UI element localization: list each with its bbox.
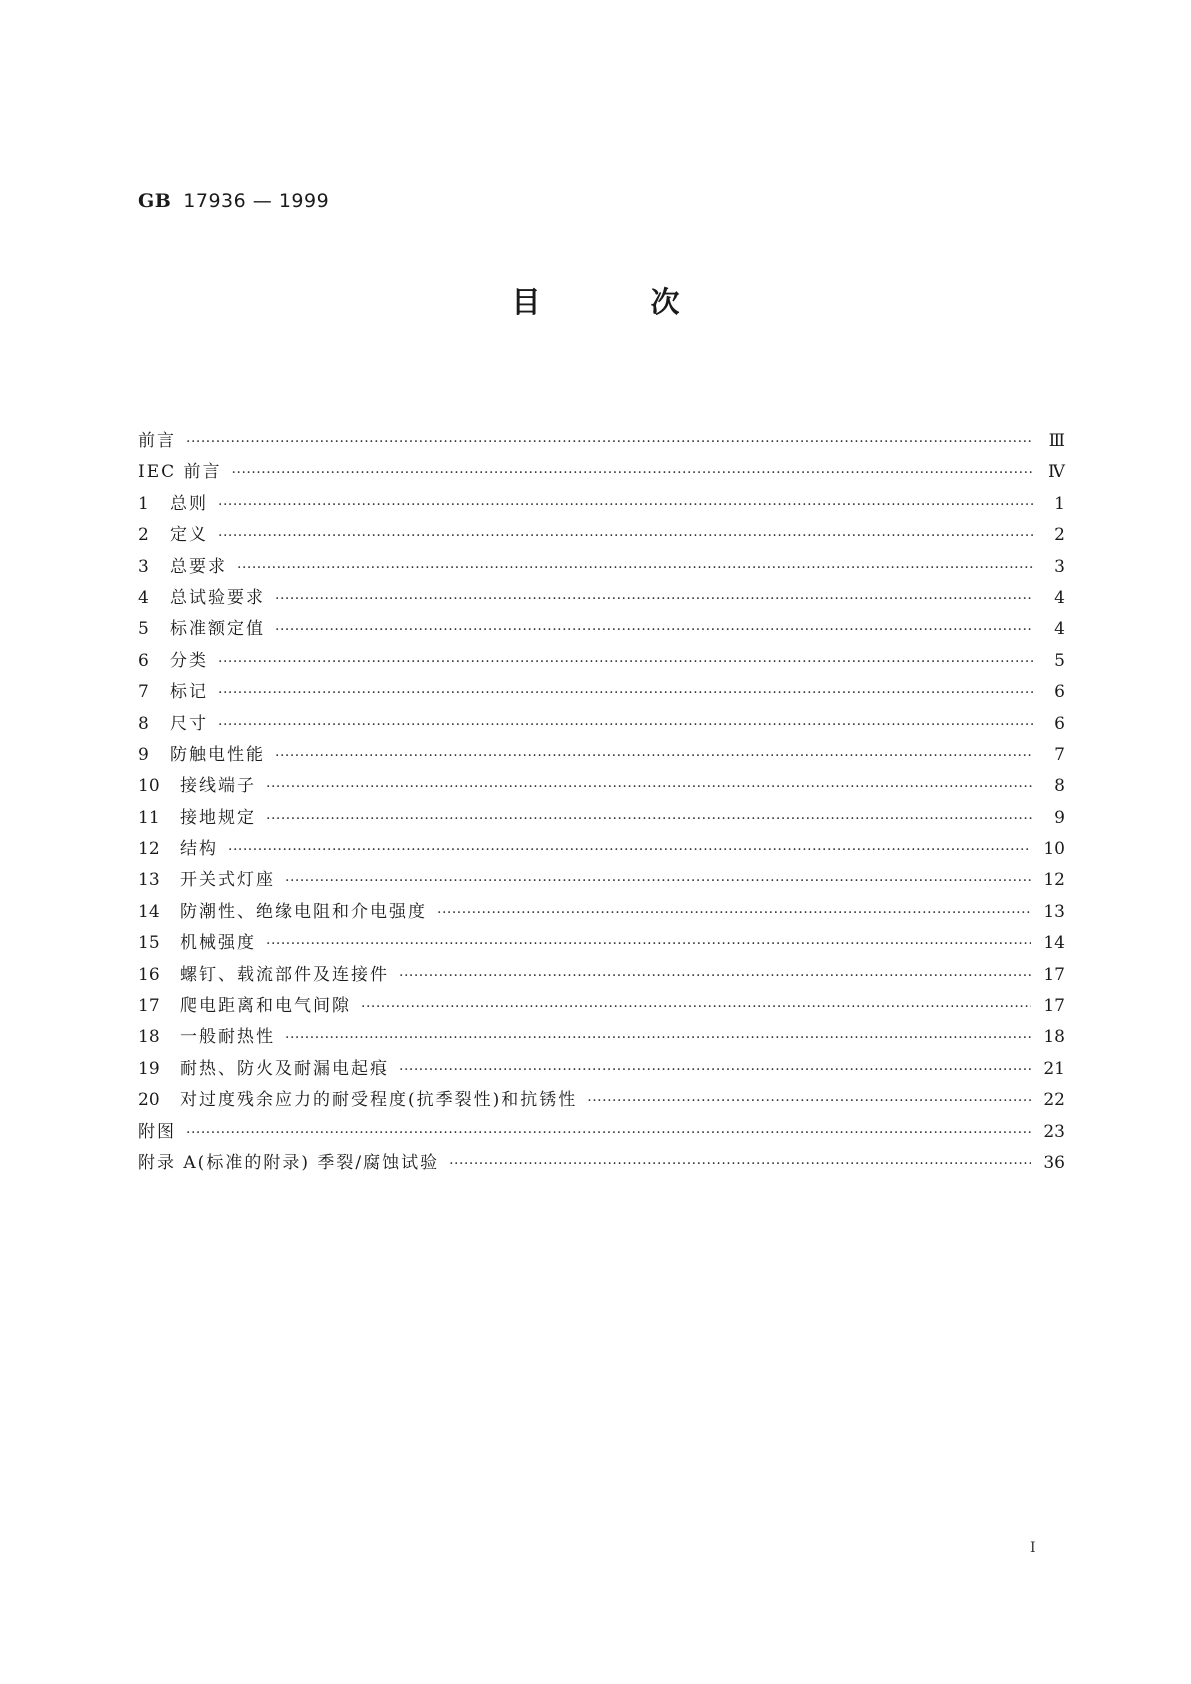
toc-entry-page: 22 <box>1043 1090 1065 1111</box>
toc-entry-label: 前言 <box>138 431 176 451</box>
toc-dot-leader <box>266 779 1033 795</box>
toc-dot-leader <box>399 968 1031 984</box>
toc-entry[interactable] <box>138 520 1065 551</box>
toc-entry-page: 6 <box>1054 713 1065 734</box>
toc-entry-page: 6 <box>1054 682 1065 703</box>
toc-entry-page: 17 <box>1043 996 1065 1017</box>
toc-entry[interactable] <box>138 803 1065 834</box>
toc-dot-leader <box>186 1125 1031 1141</box>
toc-dot-leader <box>218 528 1033 544</box>
toc-entry-number: 16 <box>138 964 160 985</box>
toc-entry-number: 7 <box>138 682 149 703</box>
toc-dot-leader <box>218 654 1033 670</box>
toc-dot-leader <box>266 811 1033 827</box>
toc-entry-page: 9 <box>1054 807 1065 828</box>
toc-dot-leader <box>361 999 1031 1015</box>
toc-entry-page: Ⅳ <box>1048 462 1065 483</box>
toc-dot-leader <box>228 842 1031 858</box>
toc-entry-number: 3 <box>138 556 149 577</box>
toc-dot-leader <box>437 905 1031 921</box>
toc-entry-number: 4 <box>138 587 149 608</box>
toc-entry-number: 13 <box>138 870 160 891</box>
toc-entry-page: Ⅲ <box>1048 431 1065 451</box>
toc-dot-leader <box>285 873 1031 889</box>
toc-entry-label: 接地规定 <box>180 807 256 828</box>
toc-entry-number: 15 <box>138 933 160 954</box>
toc-entry-page: 5 <box>1054 650 1065 671</box>
toc-entry-number: 8 <box>138 713 149 734</box>
toc-entry-page: 18 <box>1043 1027 1065 1048</box>
toc-entry-label: 分类 <box>170 650 208 671</box>
toc-entry[interactable] <box>138 771 1065 802</box>
toc-entry[interactable] <box>138 1054 1065 1085</box>
standard-code <box>138 190 329 212</box>
title-char-right: 次 <box>650 285 680 319</box>
toc-entry[interactable] <box>138 552 1065 583</box>
table-of-contents <box>138 426 1065 1179</box>
toc-dot-leader <box>275 591 1033 607</box>
toc-entry-number: 12 <box>138 839 160 860</box>
toc-entry-page: 2 <box>1054 525 1065 546</box>
toc-entry-number: 20 <box>138 1090 160 1111</box>
toc-entry[interactable] <box>138 489 1065 520</box>
toc-entry-label: 螺钉、载流部件及连接件 <box>180 964 389 985</box>
toc-entry[interactable] <box>138 865 1065 896</box>
toc-entry[interactable] <box>138 834 1065 865</box>
toc-entry-number: 2 <box>138 525 149 546</box>
toc-entry-label: 总则 <box>170 493 208 514</box>
toc-dot-leader <box>186 434 1033 450</box>
toc-entry-number: 11 <box>138 807 160 828</box>
toc-dot-leader <box>266 936 1031 952</box>
toc-dot-leader <box>218 717 1033 733</box>
toc-dot-leader <box>275 748 1033 764</box>
toc-dot-leader <box>399 1062 1031 1078</box>
toc-entry-label: 标准额定值 <box>170 619 265 640</box>
toc-entry-number: 5 <box>138 619 149 640</box>
toc-entry-label: 一般耐热性 <box>180 1027 275 1048</box>
toc-entry-label: 附图 <box>138 1121 176 1142</box>
toc-entry[interactable] <box>138 1117 1065 1148</box>
toc-entry-label: 标记 <box>170 682 208 703</box>
toc-entry[interactable] <box>138 709 1065 740</box>
toc-entry-label: 接线端子 <box>180 776 256 797</box>
toc-dot-leader <box>275 622 1033 638</box>
toc-entry-page: 12 <box>1043 870 1065 891</box>
toc-entry[interactable] <box>138 677 1065 708</box>
toc-entry-label: 定义 <box>170 525 208 546</box>
toc-entry-page: 1 <box>1054 493 1065 514</box>
toc-entry-page: 14 <box>1043 933 1065 954</box>
toc-entry[interactable] <box>138 426 1065 457</box>
toc-entry-label: IEC 前言 <box>138 462 222 483</box>
toc-dot-leader <box>237 560 1033 576</box>
toc-dot-leader <box>449 1156 1031 1172</box>
toc-entry[interactable] <box>138 646 1065 677</box>
toc-entry-page: 21 <box>1043 1058 1065 1079</box>
toc-entry-page: 23 <box>1043 1121 1065 1142</box>
toc-entry-number: 18 <box>138 1027 160 1048</box>
toc-entry-page: 3 <box>1054 556 1065 577</box>
toc-entry[interactable] <box>138 583 1065 614</box>
toc-entry-label: 耐热、防火及耐漏电起痕 <box>180 1058 389 1079</box>
toc-entry-label: 机械强度 <box>180 933 256 954</box>
toc-entry-label: 附录 A(标准的附录) 季裂/腐蚀试验 <box>138 1152 440 1173</box>
toc-entry-label: 开关式灯座 <box>180 870 275 891</box>
toc-dot-leader <box>587 1093 1031 1109</box>
toc-entry[interactable] <box>138 897 1065 928</box>
toc-entry-label: 总试验要求 <box>170 587 265 608</box>
toc-entry[interactable] <box>138 991 1065 1022</box>
toc-entry-page: 17 <box>1043 964 1065 985</box>
toc-entry-label: 总要求 <box>170 556 227 577</box>
page-number: I <box>1030 1540 1036 1556</box>
standard-number: 17936 — 1999 <box>183 190 330 212</box>
toc-entry-number: 14 <box>138 901 160 922</box>
toc-dot-leader <box>218 685 1033 701</box>
toc-entry-label: 防触电性能 <box>170 744 265 765</box>
toc-entry[interactable] <box>138 1022 1065 1053</box>
title-char-left: 目 <box>511 285 541 319</box>
toc-entry[interactable] <box>138 740 1065 771</box>
toc-entry[interactable] <box>138 960 1065 991</box>
toc-entry-number: 1 <box>138 493 149 514</box>
toc-entry[interactable] <box>138 614 1065 645</box>
toc-dot-leader <box>218 497 1033 513</box>
toc-entry-label: 对过度残余应力的耐受程度(抗季裂性)和抗锈性 <box>180 1090 578 1111</box>
toc-entry-number: 6 <box>138 650 149 671</box>
toc-entry[interactable] <box>138 1148 1065 1179</box>
toc-dot-leader <box>232 465 1033 481</box>
toc-entry[interactable] <box>138 457 1065 488</box>
toc-entry-number: 10 <box>138 776 160 797</box>
toc-entry-page: 7 <box>1054 744 1065 765</box>
toc-entry-number: 19 <box>138 1058 160 1079</box>
standard-prefix: GB <box>138 190 172 212</box>
toc-entry[interactable] <box>138 928 1065 959</box>
toc-entry-page: 13 <box>1043 901 1065 922</box>
toc-dot-leader <box>285 1030 1031 1046</box>
toc-entry-number: 9 <box>138 744 149 765</box>
toc-entry-number: 17 <box>138 996 160 1017</box>
page-title <box>0 280 1191 321</box>
toc-entry-page: 10 <box>1043 839 1065 860</box>
toc-entry[interactable] <box>138 1085 1065 1116</box>
toc-entry-page: 36 <box>1043 1152 1065 1173</box>
toc-entry-page: 4 <box>1054 587 1065 608</box>
toc-entry-page: 8 <box>1054 776 1065 797</box>
toc-entry-page: 4 <box>1054 619 1065 640</box>
toc-entry-label: 防潮性、绝缘电阻和介电强度 <box>180 901 427 922</box>
toc-entry-label: 爬电距离和电气间隙 <box>180 996 351 1017</box>
toc-entry-label: 结构 <box>180 839 218 860</box>
toc-entry-label: 尺寸 <box>170 713 208 734</box>
